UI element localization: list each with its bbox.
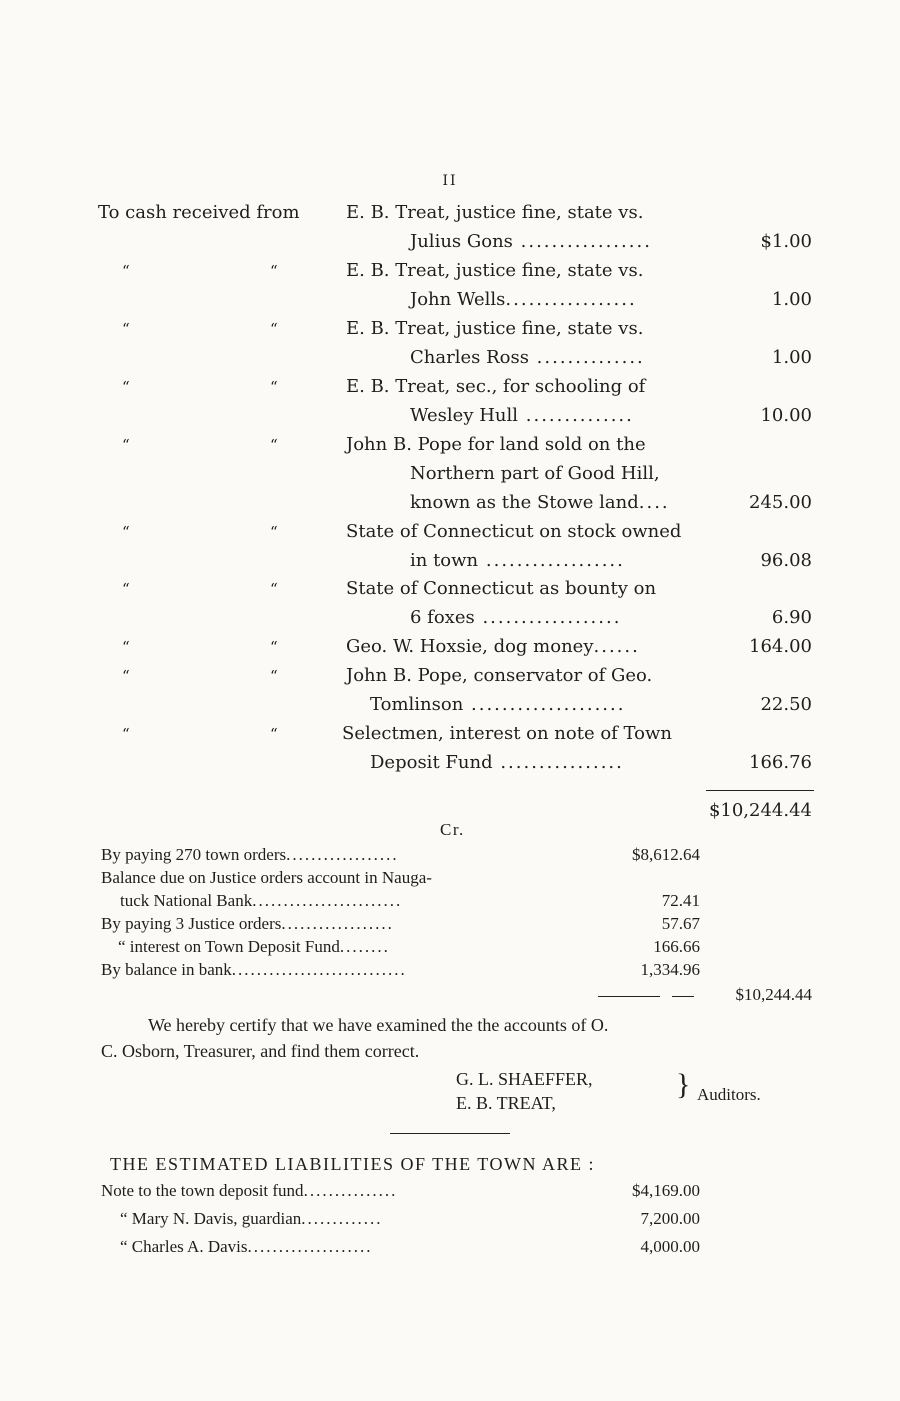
receipt-line: Selectmen, interest on note of Town	[342, 723, 673, 744]
ditto-mark: “	[270, 436, 278, 454]
receipt-line: 6 foxes ..................	[410, 607, 622, 628]
ditto-mark: “	[122, 638, 130, 656]
ditto-mark: “	[270, 580, 278, 598]
liability-line: “ Charles A. Davis....................	[120, 1237, 373, 1256]
receipt-line: in town ..................	[410, 550, 625, 571]
receipt-line: E. B. Treat, justice fine, state vs.	[346, 318, 644, 339]
receipt-line: E. B. Treat, sec., for schooling of	[346, 376, 646, 397]
receipt-line: Deposit Fund ................	[370, 752, 624, 773]
ditto-mark: “	[270, 262, 278, 280]
ditto-mark: “	[122, 436, 130, 454]
receipt-line: Northern part of Good Hill,	[410, 463, 660, 484]
credit-total: $10,244.44	[735, 985, 812, 1004]
section-divider	[390, 1133, 510, 1134]
receipt-line: State of Connecticut as bounty on	[346, 578, 657, 599]
liability-amount: $4,169.00	[632, 1181, 700, 1200]
credit-rule	[598, 996, 660, 997]
liability-line: “ Mary N. Davis, guardian.............	[120, 1209, 383, 1228]
ditto-mark: “	[122, 523, 130, 541]
receipt-line: State of Connecticut on stock owned	[346, 521, 682, 542]
credit-line: By paying 3 Justice orders..................	[101, 914, 394, 933]
total-rule	[706, 790, 814, 791]
receipt-amount: 1.00	[771, 289, 812, 310]
ditto-mark: “	[122, 262, 130, 280]
credit-line: By balance in bank............................	[101, 960, 407, 979]
receipts-lead: To cash received from	[98, 202, 300, 223]
credit-amount: 57.67	[661, 914, 700, 933]
credit-heading: Cr.	[440, 820, 465, 839]
ditto-mark: “	[270, 725, 278, 743]
ditto-mark: “	[122, 580, 130, 598]
receipt-amount: 10.00	[760, 405, 812, 426]
credit-amount: 72.41	[661, 891, 700, 910]
receipt-amount: 164.00	[749, 636, 812, 657]
ditto-mark: “	[122, 378, 130, 396]
credit-line: “ interest on Town Deposit Fund........	[118, 937, 390, 956]
liability-line: Note to the town deposit fund...............	[101, 1181, 398, 1200]
credit-amount: 166.66	[653, 937, 700, 956]
certification-line: We hereby certify that we have examined the the accounts of O.	[148, 1015, 609, 1035]
receipt-line: known as the Stowe land....	[410, 492, 670, 513]
ditto-mark: “	[270, 667, 278, 685]
receipt-line: Julius Gons .................	[410, 231, 652, 252]
ditto-mark: “	[270, 523, 278, 541]
ditto-mark: “	[270, 378, 278, 396]
receipt-line: John Wells.................	[410, 289, 637, 310]
ditto-mark: “	[122, 320, 130, 338]
credit-line: tuck National Bank........................	[120, 891, 403, 910]
auditor-name: E. B. TREAT,	[456, 1093, 556, 1113]
receipt-amount: 22.50	[760, 694, 812, 715]
receipt-amount: $1.00	[760, 231, 812, 252]
credit-line: Balance due on Justice orders account in Nauga-	[101, 868, 432, 887]
receipt-line: John B. Pope, conservator of Geo.	[346, 665, 653, 686]
auditors-label: Auditors.	[697, 1085, 761, 1104]
credit-line: By paying 270 town orders..................	[101, 845, 399, 864]
receipt-line: E. B. Treat, justice fine, state vs.	[346, 260, 644, 281]
receipt-amount: 6.90	[771, 607, 812, 628]
liability-amount: 4,000.00	[640, 1237, 700, 1256]
auditor-name: G. L. SHAEFFER,	[456, 1069, 593, 1089]
receipt-line: Wesley Hull ..............	[410, 405, 634, 426]
receipt-line: Geo. W. Hoxsie, dog money......	[346, 636, 640, 657]
credit-amount: $8,612.64	[632, 845, 700, 864]
receipt-amount: 1.00	[771, 347, 812, 368]
liabilities-heading: THE ESTIMATED LIABILITIES OF THE TOWN ARE :	[110, 1154, 595, 1174]
liability-amount: 7,200.00	[640, 1209, 700, 1228]
receipts-total: $10,244.44	[708, 800, 812, 821]
ditto-mark: “	[270, 638, 278, 656]
receipt-amount: 96.08	[760, 550, 812, 571]
brace-glyph: }	[676, 1068, 691, 1101]
ditto-mark: “	[122, 725, 130, 743]
page-number: II	[442, 173, 458, 189]
receipt-line: John B. Pope for land sold on the	[346, 434, 646, 455]
credit-amount: 1,334.96	[640, 960, 700, 979]
receipt-amount: 245.00	[749, 492, 812, 513]
receipt-line: E. B. Treat, justice fine, state vs.	[346, 202, 644, 223]
receipt-line: Tomlinson ....................	[370, 694, 626, 715]
ditto-mark: “	[270, 320, 278, 338]
certification-line: C. Osborn, Treasurer, and find them correct.	[101, 1041, 420, 1061]
receipt-line: Charles Ross ..............	[410, 347, 645, 368]
ditto-mark: “	[122, 667, 130, 685]
receipt-amount: 166.76	[749, 752, 812, 773]
